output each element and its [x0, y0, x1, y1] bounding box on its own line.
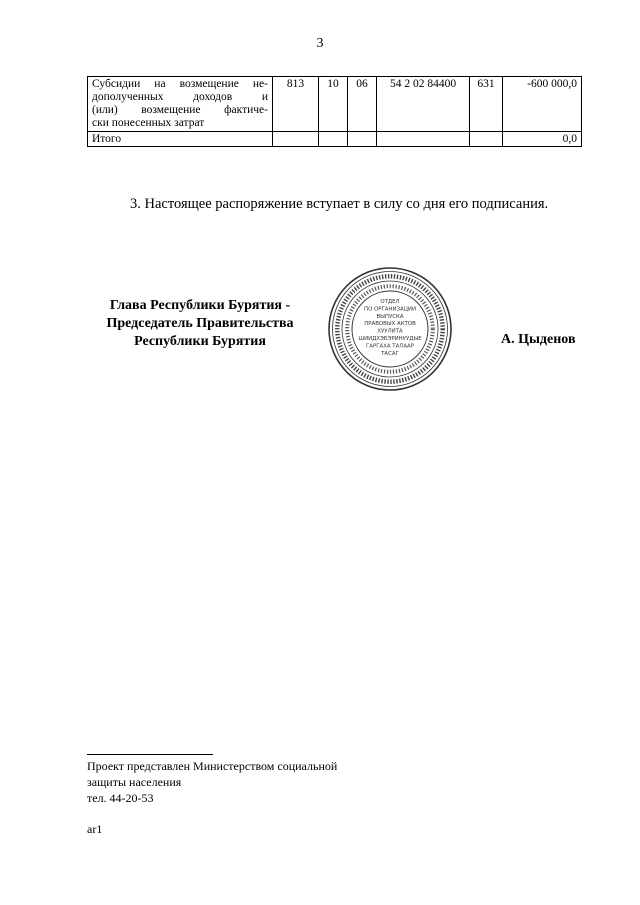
table-cell	[348, 131, 377, 147]
amount-cell: 0,0	[503, 131, 582, 147]
table-cell	[273, 131, 319, 147]
row-name-line: Итого	[92, 132, 122, 145]
seal-text-line: ПО ОРГАНИЗАЦИИ	[364, 306, 416, 313]
table-cell: 813	[273, 77, 319, 132]
row-name-cell	[88, 131, 273, 147]
document-code: ar1	[87, 822, 103, 836]
footnote-line: защиты населения	[87, 774, 182, 789]
seal-text-line: ОТДЕЛ	[380, 299, 400, 305]
signatory-name: А. Цыденов	[501, 332, 576, 347]
seal-text-line: ШИИДХЭБЭРИНУУДЫЕ	[358, 336, 422, 342]
table-cell	[377, 131, 470, 147]
row-name-line: ски понесенных затрат	[92, 116, 205, 129]
footnote	[87, 759, 337, 807]
seal-text-line: ГАРГАХА ТАЛААР	[366, 343, 414, 350]
table-row	[88, 131, 582, 147]
table-cell	[319, 131, 348, 147]
seal-text-line: ТАСАГ	[381, 350, 399, 357]
seal-text-line: ВЫПУСКА	[376, 313, 404, 320]
footnote-line: Проект представлен Министерством социальной	[87, 759, 338, 773]
seal-text-line: ХУУЛИТА	[377, 328, 403, 335]
footnote-line: тел. 44-20-53	[87, 790, 154, 805]
row-name-line: (или) возмещение фактиче-	[92, 103, 268, 116]
signatory-title-line: Республики Бурятия	[134, 333, 266, 349]
budget-table	[87, 76, 582, 147]
table-cell: 06	[348, 77, 377, 132]
table-cell: 54 2 02 84400	[377, 77, 470, 132]
table-cell: 10	[319, 77, 348, 132]
row-name-line: дополученных доходов и	[92, 90, 268, 103]
row-name-cell	[88, 77, 273, 132]
signatory-title-line: Глава Республики Бурятия -	[109, 298, 291, 313]
official-seal	[327, 266, 453, 392]
table-row	[88, 77, 582, 132]
signatory-title	[87, 297, 313, 350]
page-number: 3	[316, 36, 324, 51]
seal-text-line: ПРАВОВЫХ АКТОВ	[364, 321, 416, 328]
footnote-divider	[87, 754, 213, 755]
clause-text: 3. Настоящее распоряжение вступает в силу со дня его подписания.	[130, 196, 549, 212]
table-cell	[470, 131, 503, 147]
amount-cell: -600 000,0	[503, 77, 582, 132]
row-name-line: Субсидии на возмещение не-	[92, 78, 268, 90]
table-cell: 631	[470, 77, 503, 132]
signatory-title-line: Председатель Правительства	[106, 315, 294, 331]
